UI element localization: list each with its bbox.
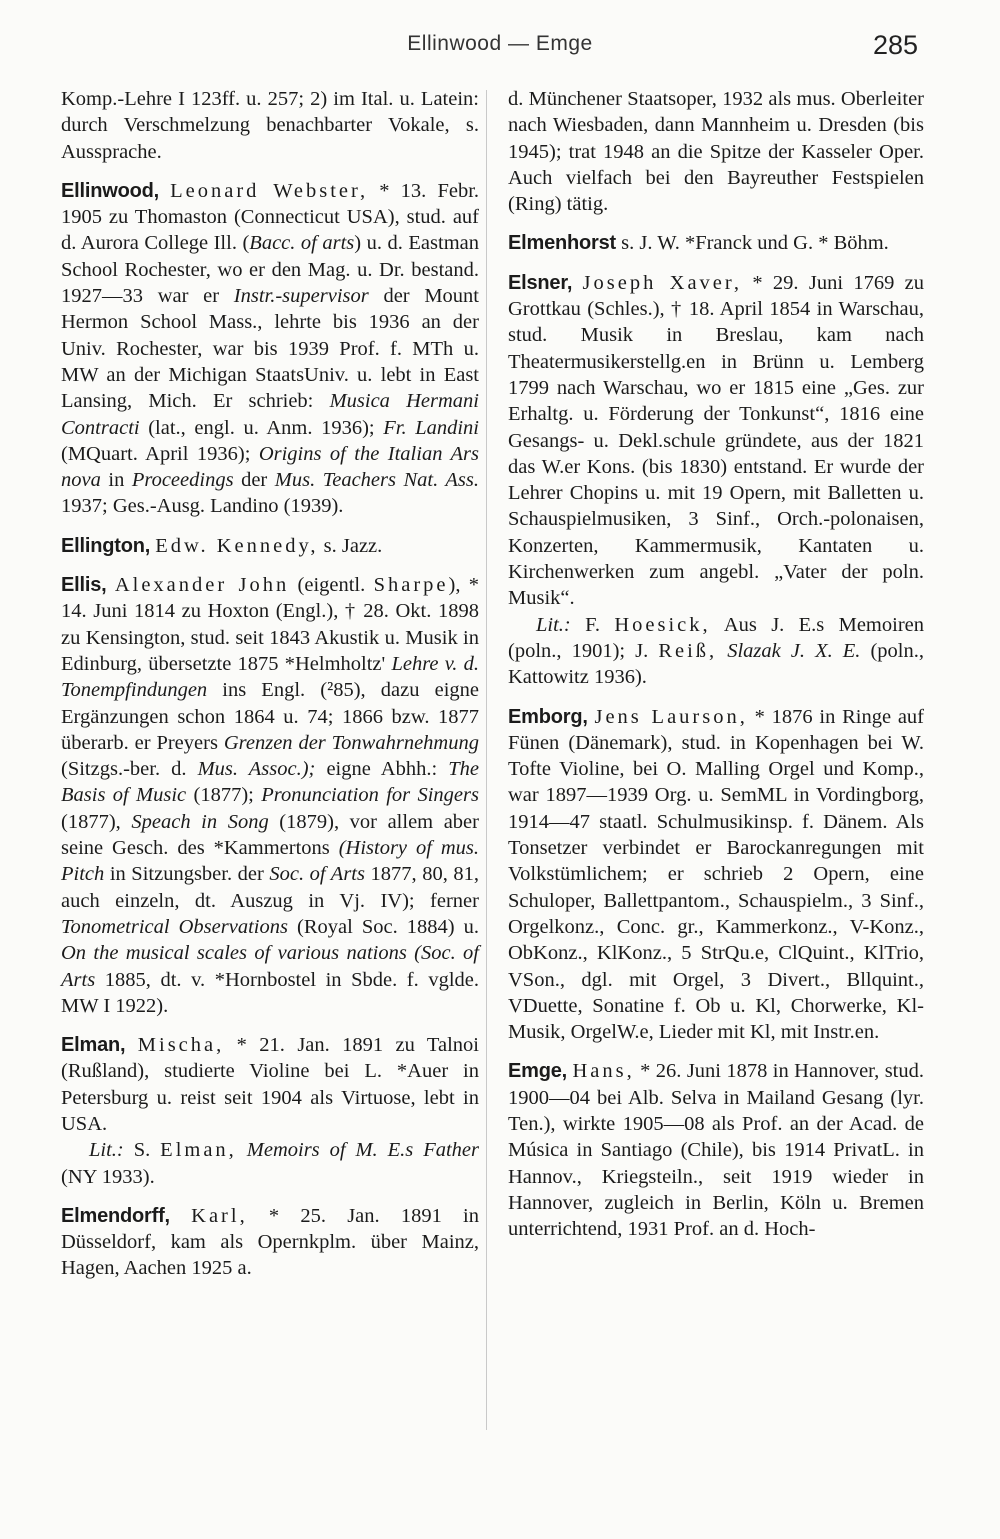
text: der xyxy=(233,469,275,492)
spaced-name: Leonard Webster, xyxy=(170,179,369,202)
spaced-name: Edw. Kennedy, xyxy=(155,534,319,557)
title: The Basis of Music xyxy=(61,758,479,807)
text: * 26. Juni 1878 in Hannover, stud. 1900—04 bei Alb. Selva in Mailand Gesang (lyr. Ten.), wirkte 1905—08 als Prof. an der Acad. de Música in Santiago (Chile), bis 1914 PrivatL. in Hannov., Kriegsteiln., seit 1919 wieder in Hannover, zugleich in Berlin, Köln u. Bremen unterrichtend, 1931 Prof. an d. Hoch- xyxy=(508,1060,925,1241)
spaced-name: Elman, xyxy=(160,1139,237,1162)
lit-label: Lit.: xyxy=(536,613,571,636)
title: Instr.-supervisor xyxy=(233,285,369,308)
spaced-name: Sharpe xyxy=(373,574,449,597)
headword: Ellinwood, xyxy=(61,179,159,202)
column-divider xyxy=(486,90,487,1430)
text: 1885, dt. v. *Hornbostel in Sbde. f. vglde. MW I 1922). xyxy=(61,968,479,1017)
entry-elman xyxy=(61,1032,479,1137)
title: Bacc. of arts xyxy=(249,232,355,255)
title: Tonometrical Observations xyxy=(61,915,288,938)
title: On the musical scales of various nations (Soc. of Arts xyxy=(61,942,479,991)
text: in xyxy=(100,469,132,492)
title: Fr. Landini xyxy=(383,416,479,439)
spaced-name: Hans, xyxy=(572,1060,635,1083)
entry-ellis xyxy=(61,572,479,1019)
text: S. xyxy=(123,1139,161,1162)
entry-emge xyxy=(508,1058,924,1242)
headword: Emborg, xyxy=(508,705,588,728)
text: F. xyxy=(570,613,615,636)
text: in Sitzungsber. der xyxy=(104,863,270,886)
right-column xyxy=(508,86,924,1242)
text: 1877, 80, 81, auch einzeln, dt. Auszug in Vj. IV); ferner xyxy=(61,863,479,912)
running-title: Ellinwood — Emge xyxy=(407,32,593,55)
text: s. J. W. *Franck und G. * Böhm. xyxy=(616,232,889,255)
headword: Ellis, xyxy=(61,574,107,597)
text: (NY 1933). xyxy=(61,1165,155,1188)
text: (Royal Soc. 1884) u. xyxy=(287,915,480,938)
title: Mus. Teachers Nat. Ass. xyxy=(274,469,479,492)
lit-label: Lit.: xyxy=(89,1139,124,1162)
spaced-name: Mischa, xyxy=(137,1034,225,1057)
text: (eigentl. xyxy=(289,574,374,597)
headword: Elman, xyxy=(61,1034,126,1057)
spaced-name: Hoesick, xyxy=(614,613,711,636)
title: Proceedings xyxy=(131,469,234,492)
title: Lehre v. d. Tonempfindungen xyxy=(61,652,479,702)
title: Slazak J. X. E. xyxy=(727,639,861,662)
text: ) u. d. Eastman School Rochester, wo er den Mag. u. Dr. bestand. 1927—33 war er xyxy=(61,232,479,308)
headword: Elsner, xyxy=(508,271,573,294)
text: 1937; Ges.-Ausg. Landino (1939). xyxy=(61,495,344,518)
spaced-name: Reiß, xyxy=(658,639,718,662)
entry-elmendorff xyxy=(61,1203,479,1282)
literature-elman xyxy=(61,1137,479,1190)
title: Soc. of Arts xyxy=(269,863,365,886)
headword: Elmenhorst xyxy=(508,232,617,255)
text: Aus J. E.s Memoiren (poln., 1901); J. xyxy=(508,613,924,662)
headword: Elmendorff, xyxy=(61,1204,170,1227)
continued-entry: Komp.-Lehre I 123ff. u. 257; 2) im Ital. u. Latein: durch Verschmelzung benachbarter Vokale, s. Aussprache. xyxy=(61,88,479,163)
spaced-name: Jens Laurson, xyxy=(594,705,748,728)
page-number: 285 xyxy=(872,30,918,60)
text: * 29. Juni 1769 zu Grottkau (Schles.), † 18. April 1854 in Warschau, stud. Musik in Breslau, kam nach Theatermusikerstellg.en in Brünn u. Lemberg 1799 nach Warschau, wo er 1815 eine „Ges. zur Erhaltg. u. Förderung der Tonkunst“, 1816 eine Gesangs- u. Dekl.schule gründete, aus der 1821 das W.er Kons. (bis 1830) entstand. Er wurde der Lehrer Chopins u. mit 19 Opern, mit Balletten u. Schauspielmusiken, 3 Sinf., Orch.-polonaisen, Konzerten, Kammermusik, Kantaten u. Kirchenwerken zum angebl. „Vater der poln. Musik“. xyxy=(508,271,925,610)
text: ins Engl. (²85), dazu eigne Ergänzungen schon 1864 u. 74; 1866 bzw. 1877 überarb. er Preyers xyxy=(61,679,479,754)
entry-ellinwood xyxy=(61,178,479,520)
text: (1877), xyxy=(61,810,132,833)
page-header xyxy=(0,32,1000,62)
title: Musica Hermani Contracti xyxy=(61,390,479,439)
text: (Sitzgs.-ber. d. xyxy=(61,758,198,781)
text: * 21. Jan. 1891 zu Talnoi (Rußland), studierte Violine bei L. *Auer in Petersburg u. reist seit 1904 als Virtuose, lebt in USA. xyxy=(61,1034,479,1135)
text: (1879), vor allem aber seine Gesch. des *Kammertons xyxy=(61,810,479,860)
title: Mus. Assoc.); xyxy=(197,758,316,781)
spaced-name: Alexander John xyxy=(114,574,290,597)
left-column xyxy=(61,86,479,1282)
text: (MQuart. April 1936); xyxy=(61,442,259,465)
spaced-name: Joseph Xaver, xyxy=(582,271,743,294)
text: (1877); xyxy=(186,784,262,807)
title: Pronunciation for Singers xyxy=(261,784,479,807)
text: * 1876 in Ringe auf Fünen (Dänemark), stud. in Kopenhagen bei W. Tofte Violine, bei O. Malling Orgel und Komp., war 1897—1939 Org. u. SemML in Vordingborg, 1914—47 staatl. Schulmusikinsp. f. Dänem. Als Tonsetzer verbindet er Barockanregungen mit Volkstümlichem; er schrieb 2 Opern, eine Schuloper, Ballettpantom., Schauspielm., 3 Sinf., Orgelkonz., Conc. gr., Kammerkonz., V-Konz., ObKonz., KlKonz., 5 StrQu.e, ClQuint., KlTrio, VSon., dgl. mit Orgel, 3 Divert., Bllquint., VDuette, Sonatine f. Ob u. Kl, Chorwerke, Kl-Musik, OrgelW.e, Lieder mit Kl, mit Instr.en. xyxy=(508,705,925,1044)
headword: Ellington, xyxy=(61,534,151,557)
text: s. Jazz. xyxy=(318,534,383,557)
text: (poln., Kattowitz 1936). xyxy=(508,639,924,689)
text: * 25. Jan. 1891 in Düsseldorf, kam als Opernkplm. über Mainz, Hagen, Aachen 1925 a. xyxy=(61,1204,480,1280)
text xyxy=(717,640,727,662)
entry-ellington xyxy=(61,533,479,559)
headword: Emge, xyxy=(508,1060,568,1083)
text: * 13. Febr. 1905 zu Thomaston (Connecticut USA), stud. auf d. Aurora College Ill. ( xyxy=(61,179,480,255)
title: Grenzen der Tonwahrnehmung xyxy=(223,731,479,754)
entry-emborg xyxy=(508,704,924,1046)
entry-elsner xyxy=(508,270,924,612)
text: der Mount Hermon School Mass., lehrte bis 1936 an der Univ. Rochester, war bis 1939 Prof. f. MTh u. MW an der Michigan StaatsUniv. u. lebt in East Lansing, Mich. Er schrieb: xyxy=(61,285,479,413)
text: (lat., engl. u. Anm. 1936); xyxy=(139,416,384,439)
text xyxy=(237,1139,247,1161)
literature-elsner xyxy=(508,612,924,691)
title: Speach in Song xyxy=(131,810,269,833)
text: eigne Abhh.: xyxy=(315,758,449,781)
title: Origins of the Italian Ars nova xyxy=(61,442,479,492)
title: (History of mus. Pitch xyxy=(61,837,479,886)
entry-elmenhorst xyxy=(508,230,924,256)
spaced-name: Karl, xyxy=(191,1204,248,1227)
text: ), * 14. Juni 1814 zu Hoxton (Engl.), † 28. Okt. 1898 zu Kensington, stud. seit 1843 Akustik u. Musik in Edinburg, übersetzte 1875 *Helmholtz' xyxy=(61,574,480,675)
continued-entry: d. Münchener Staatsoper, 1932 als mus. Oberleiter nach Wiesbaden, dann Mannheim u. Dresden (bis 1945); trat 1948 an die Spitze der Kasseler Oper. Auch vielfach bei den Bayreuther Festspielen (Ring) tätig. xyxy=(508,88,924,216)
title: Memoirs of M. E.s Father xyxy=(246,1139,479,1162)
